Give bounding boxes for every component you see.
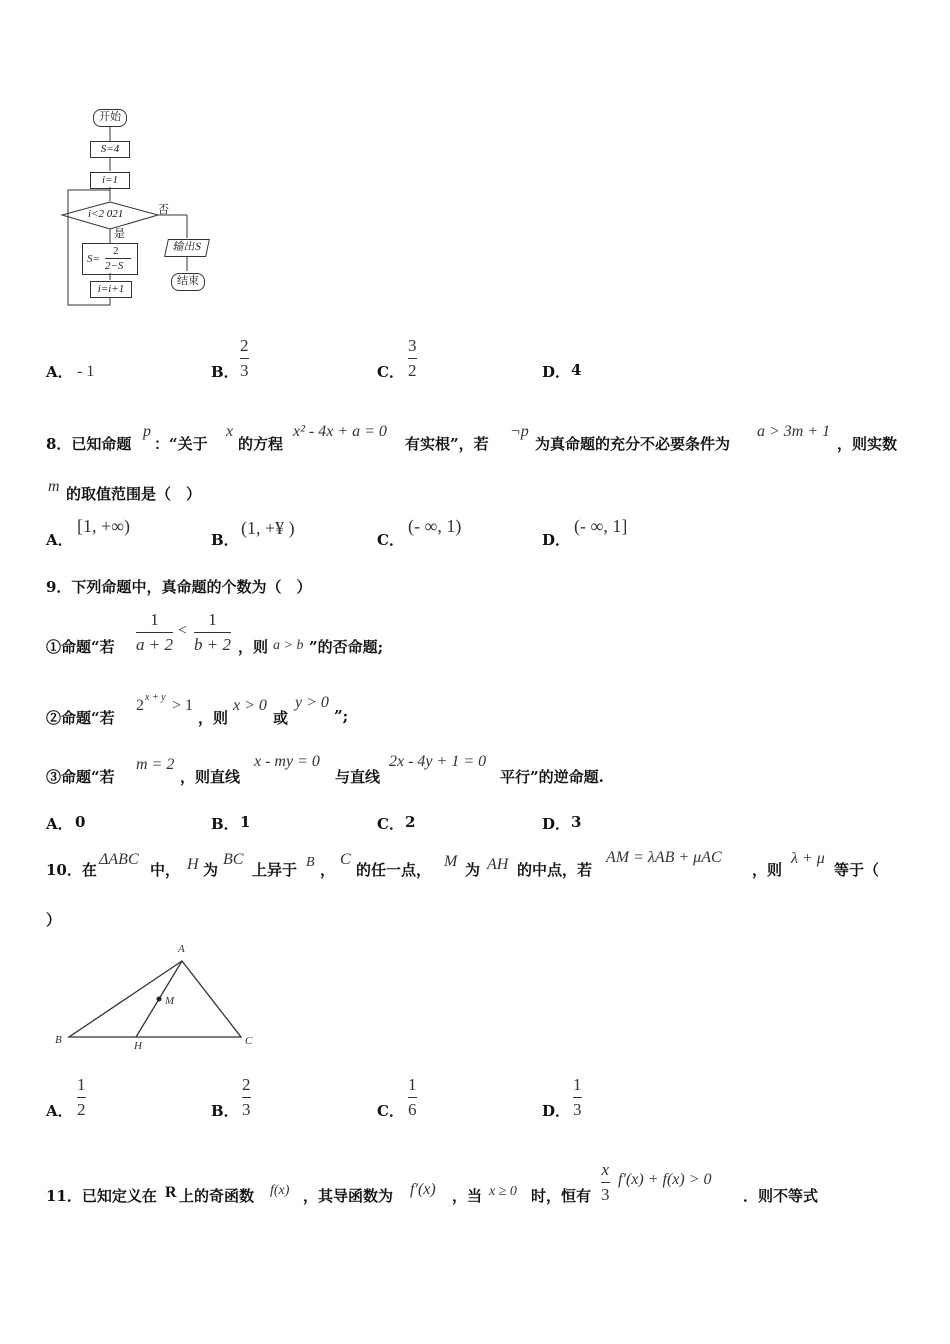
q8-option-d-value: (- ∞, 1] xyxy=(574,516,628,536)
flowchart-end: 结束 xyxy=(171,273,205,291)
q8-option-a-label: A． xyxy=(46,531,73,549)
q10-sum: λ + μ xyxy=(791,850,825,867)
q9-item2-or: 或 xyxy=(273,709,289,727)
q7-option-a-label: A． xyxy=(46,363,73,381)
q9-option-b-label: B． xyxy=(211,815,239,833)
q11-text-1: 11．已知定义在 xyxy=(46,1187,157,1205)
flowchart-s-init: S=4 xyxy=(90,141,130,158)
q9-item2-text-f: ”; xyxy=(334,707,349,725)
q11-text-3: ，其导函数为 xyxy=(303,1187,394,1205)
q10-text-1: 10．在 xyxy=(46,861,97,879)
q9-option-a-value: 0 xyxy=(75,813,86,831)
q10-text-4: 上异于 xyxy=(252,861,298,879)
flowchart-assign-num: 2 xyxy=(113,245,119,257)
q10-c-den: 6 xyxy=(408,1100,417,1119)
flowchart-increment: i=i+1 xyxy=(90,281,132,298)
q10-text-3: 为 xyxy=(203,861,219,879)
q9-item3-text-g: 平行”的逆命题. xyxy=(500,768,604,786)
q10-option-b-label: B． xyxy=(211,1102,239,1120)
q11-fx: f(x) xyxy=(270,1183,290,1198)
q11-frac-num: x xyxy=(601,1160,610,1179)
q8-m: m xyxy=(48,478,60,495)
q9-item3-text-e: 与直线 xyxy=(335,768,381,786)
q7-c-den: 2 xyxy=(408,361,417,380)
q10-b-num: 2 xyxy=(242,1075,251,1094)
q7-option-c-fraction xyxy=(408,336,417,381)
q9-option-d-label: D． xyxy=(542,815,571,833)
q8-option-b-label: B． xyxy=(211,531,239,549)
q10-option-a-label: A． xyxy=(46,1102,73,1120)
q9-item3-text-a: ③命题“若 xyxy=(46,768,115,786)
q9-item1-num2: 1 xyxy=(208,610,217,629)
q11-condition: x ≥ 0 xyxy=(489,1184,517,1199)
q7-b-num: 2 xyxy=(240,336,249,355)
fig-label-A: A xyxy=(178,943,185,955)
q10-AH: AH xyxy=(487,856,509,873)
q9-item3-line2: 2x - 4y + 1 = 0 xyxy=(389,753,487,770)
flowchart-assign-den: 2−S xyxy=(105,260,124,272)
q9-item1-fraction-2 xyxy=(194,610,231,655)
q10-a-den: 2 xyxy=(77,1100,86,1119)
q10-d-den: 3 xyxy=(573,1100,582,1119)
q7-option-b-label: B． xyxy=(211,363,239,381)
q11-fraction xyxy=(601,1160,610,1205)
triangle-lines xyxy=(50,940,265,1060)
q7-option-a-value: - 1 xyxy=(77,363,95,380)
q8-option-d-label: D． xyxy=(542,531,571,549)
q10-text-6: 的任一点， xyxy=(356,861,432,879)
q10-text-10: 等于（ xyxy=(834,861,880,879)
flowchart-i-init: i=1 xyxy=(90,172,130,189)
q10-a-num: 1 xyxy=(77,1075,86,1094)
q9-option-b-value: 1 xyxy=(240,813,251,831)
q8-text-4: 有实根”，若 xyxy=(405,435,489,453)
q8-text-7: 的取值范围是（ ） xyxy=(66,485,202,503)
q11-text-2: 上的奇函数 xyxy=(179,1187,255,1205)
q10-text-2: 中， xyxy=(150,861,181,879)
q8-option-c-label: C． xyxy=(377,531,404,549)
q9-item3-line1: x - my = 0 xyxy=(254,753,320,770)
q9-item1-text-a: ①命题“若 xyxy=(46,638,115,656)
flowchart-condition: i<2 021 xyxy=(88,208,124,220)
q9-item1-text-d: ”的否命题; xyxy=(309,638,384,656)
q10-triangle: ΔABC xyxy=(99,851,139,868)
q7-option-d-value: 4 xyxy=(571,361,582,379)
q9-item1-den2: b + 2 xyxy=(194,635,231,654)
q8-option-c-value: (- ∞, 1) xyxy=(408,516,462,536)
fig-label-H: H xyxy=(134,1040,142,1052)
q11-text-6: ．则不等式 xyxy=(743,1187,819,1205)
q11-text-5: 时，恒有 xyxy=(531,1187,592,1205)
flowchart-yes-label: 是 xyxy=(114,227,125,240)
q9-option-d-value: 3 xyxy=(571,813,582,831)
q10-M: M xyxy=(444,853,458,870)
q9-item3-m: m = 2 xyxy=(136,756,175,773)
q8-text-2: ：“关于 xyxy=(154,435,208,453)
q10-text-7: 为 xyxy=(465,861,481,879)
q9-item3-text-c: ，则直线 xyxy=(180,768,241,786)
q11-frac-den: 3 xyxy=(601,1185,610,1204)
fig-label-M: M xyxy=(165,995,175,1007)
q9-title: 9．下列命题中，真命题的个数为（ ） xyxy=(46,578,312,596)
q10-text-8: 的中点，若 xyxy=(517,861,593,879)
q9-item2-gt: > 1 xyxy=(172,697,194,714)
q8-option-b-value: (1, +¥ ) xyxy=(241,518,295,538)
q10-option-c-fraction xyxy=(408,1075,417,1120)
q8-text-1: 8．已知命题 xyxy=(46,435,132,453)
q10-option-c-label: C． xyxy=(377,1102,404,1120)
q9-option-a-label: A． xyxy=(46,815,73,833)
q7-c-num: 3 xyxy=(408,336,417,355)
q8-x: x xyxy=(226,423,234,440)
q11-R: R xyxy=(165,1184,177,1201)
fig-label-B: B xyxy=(55,1034,62,1046)
q9-item2-exponent: x + y xyxy=(145,692,166,703)
q8-p: p xyxy=(143,423,151,440)
q11-fpx: f′(x) xyxy=(410,1181,436,1198)
q7-option-d-label: D． xyxy=(542,363,571,381)
q9-item2-y: y > 0 xyxy=(295,694,329,711)
q10-BC: BC xyxy=(223,851,244,868)
q10-b-den: 3 xyxy=(242,1100,251,1119)
q9-item1-cond: a > b xyxy=(273,638,304,653)
q9-item2-x: x > 0 xyxy=(233,697,267,714)
q10-text-5: ， xyxy=(320,861,336,879)
q10-option-b-fraction xyxy=(242,1075,251,1120)
q8-text-3: 的方程 xyxy=(238,435,284,453)
q9-item2-text-a: ②命题“若 xyxy=(46,709,115,727)
q9-item1-den1: a + 2 xyxy=(136,635,173,654)
q9-item2-text-b: ，则 xyxy=(198,709,229,727)
q9-item1-lt: < xyxy=(178,622,188,639)
q10-H: H xyxy=(187,856,199,873)
q9-item1-num1: 1 xyxy=(150,610,159,629)
q10-triangle-figure xyxy=(50,940,265,1060)
flowchart-no-label: 否 xyxy=(158,203,169,216)
q7-option-b-fraction xyxy=(240,336,249,381)
flowchart xyxy=(60,105,230,315)
q8-condition: a > 3m + 1 xyxy=(757,423,831,440)
q9-option-c-value: 2 xyxy=(405,813,416,831)
q9-option-c-label: C． xyxy=(377,815,404,833)
q10-option-a-fraction xyxy=(77,1075,86,1120)
q7-b-den: 3 xyxy=(240,361,249,380)
q8-option-a-value: [1, +∞) xyxy=(77,516,130,536)
q10-vector-equation: AM = λAB + μAC xyxy=(606,849,722,866)
flowchart-output: 输出S xyxy=(164,239,210,257)
q10-c-num: 1 xyxy=(408,1075,417,1094)
q11-text-4: ，当 xyxy=(452,1187,483,1205)
q8-not-p: ¬p xyxy=(510,423,529,440)
q10-C: C xyxy=(340,851,351,868)
q10-text-9: ，则 xyxy=(752,861,783,879)
q8-text-5: 为真命题的充分不必要条件为 xyxy=(535,435,731,453)
q9-item2-base: 2 xyxy=(136,697,144,714)
q11-inequality: f′(x) + f(x) > 0 xyxy=(618,1171,712,1188)
q8-equation: x² - 4x + a = 0 xyxy=(293,423,387,440)
q10-option-d-fraction xyxy=(573,1075,582,1120)
q8-text-6: ，则实数 xyxy=(837,435,898,453)
q9-item1-fraction-1 xyxy=(136,610,173,655)
q10-text-11: ） xyxy=(46,911,62,929)
q9-item1-text-b: ，则 xyxy=(238,638,269,656)
q7-option-c-label: C． xyxy=(377,363,404,381)
q10-B: B xyxy=(306,855,315,870)
q10-d-num: 1 xyxy=(573,1075,582,1094)
q10-option-d-label: D． xyxy=(542,1102,571,1120)
fig-label-C: C xyxy=(245,1035,253,1047)
flowchart-assign xyxy=(82,243,138,275)
flowchart-assign-lhs: S= xyxy=(87,253,100,265)
flowchart-start: 开始 xyxy=(93,109,127,127)
